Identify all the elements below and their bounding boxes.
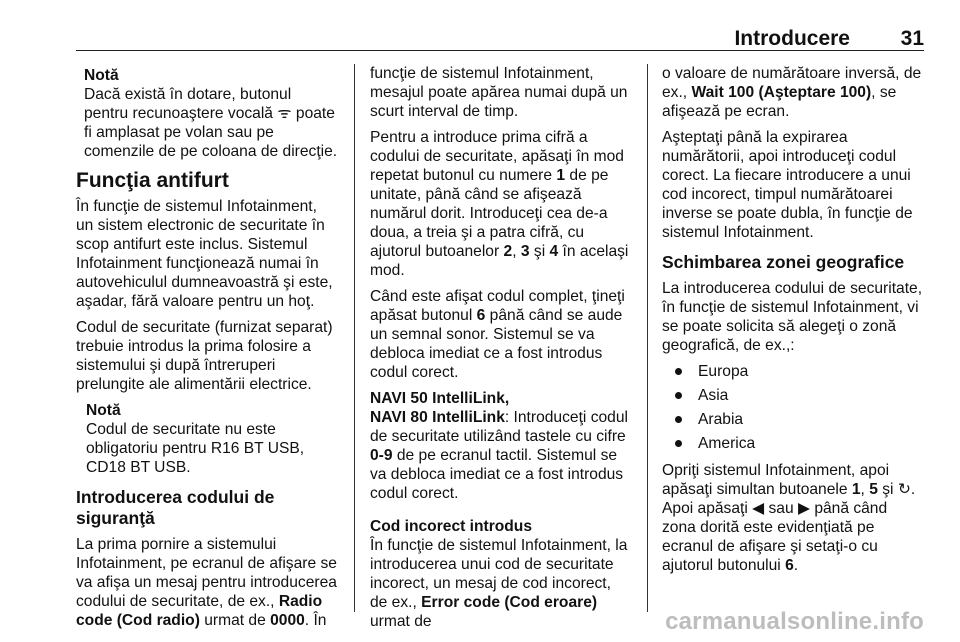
- note-security-code: [86, 401, 338, 477]
- paragraph-navi-code-entry: NAVI 50 IntelliLink, NAVI 80 IntelliLink: Introduceţi codul de securitate utilizând tastele cu cifre 0-9 de pe ecranul tactil. Sistemul se va debloca imediat ce a fost introdus codul corect.: [370, 390, 628, 502]
- paragraph-incorrect-code: În funcţie de sistemul Infotainment, la introducerea unui cod de securitate incorect, un mesaj de cod incorect, de ex., Error code (Cod eroare) urmat de: [370, 537, 628, 630]
- paragraph-confirm-code: Când este afişat codul complet, ţineţi apăsat butonul 6 până când se aude un semnal sonor. Sistemul se va debloca imediat ce a fost introdus codul corect.: [370, 288, 625, 381]
- column-3: [662, 64, 924, 582]
- note-title: Notă: [86, 402, 121, 419]
- note-voice-recognition: [84, 66, 338, 161]
- arrow-right-icon: ▶: [797, 500, 810, 517]
- paragraph-antitheft: În funcţie de sistemul Infotainment, un sistem electronic de securitate în scop antifurt este inclus. Sistemul Infotainment funcţionează numai în autovehiculul dumneavoastră şi este, aşadar, fără valoare pentru un hoţ.: [76, 198, 333, 310]
- page-number: 31: [900, 27, 924, 50]
- column-1: [76, 64, 338, 637]
- voice-recognition-icon: ᯤ: [277, 105, 292, 122]
- paragraph-security-code: Codul de securitate (furnizat separat) trebuie introdus la prima folosire a sistemului şi după întreruperi prelungite ale alimentării electrice.: [76, 319, 333, 393]
- paragraph-reset-region: Opriţi sistemul Infotainment, apoi apăsaţi simultan butoanele 1, 5 şi ↻. Apoi apăsaţi ◀ sau ▶ până când zona dorită este evidenţiată pe ecranul de afişare şi setaţi-o cu ajutorul butonului 6.: [662, 462, 916, 574]
- column-2: [370, 64, 632, 638]
- region-list: [662, 362, 924, 453]
- heading-incorrect-code: Cod incorect introdus: [370, 518, 533, 535]
- list-item: Asia: [662, 386, 924, 405]
- list-item: Arabia: [662, 410, 924, 429]
- note-title: Notă: [84, 67, 119, 84]
- note-text: Codul de securitate nu este obligatoriu pentru R16 BT USB, CD18 BT USB.: [86, 421, 305, 476]
- list-item: America: [662, 434, 924, 453]
- heading-antitheft: Funcţia antifurt: [76, 169, 229, 192]
- heading-change-region: Schimbarea zonei geografice: [662, 252, 905, 272]
- paragraph-countdown: o valoare de numărătoare inversă, de ex., Wait 100 (Aşteptare 100), se afişează pe ecran.: [662, 65, 922, 120]
- paragraph-region-intro: La introducerea codului de securitate, în funcţie de sistemul Infotainment, vi se poate solicita să alegeţi o zonă geografică, de ex.,:: [662, 280, 923, 354]
- paragraph-message-delay: funcţie de sistemul Infotainment, mesajul poate apărea numai după un scurt interval de timp.: [370, 65, 628, 120]
- paragraph-first-startup: La prima pornire a sistemului Infotainment, pe ecranul de afişare se va afişa un mesaj pentru introducerea codului de securitate, de ex., Radio code (Cod radio) urmat de 0000. În: [76, 536, 337, 629]
- heading-code-entry: Introducerea codului de siguranţă: [76, 487, 275, 528]
- power-icon: ↻: [897, 481, 911, 498]
- column-divider-right: [647, 64, 648, 612]
- paragraph-digit-entry: Pentru a introduce prima cifră a codului de securitate, apăsaţi în mod repetat butonul cu numere 1 de pe unitate, până când se afişează numărul dorit. Introduceţi cea de-a doua, a treia şi a patra cifră, cu ajutorul butoanelor 2, 3 şi 4 în acelaşi mod.: [370, 129, 629, 279]
- list-item: Europa: [662, 362, 924, 381]
- page-header-title: Introducere: [734, 27, 850, 50]
- arrow-left-icon: ◀: [752, 500, 765, 517]
- note-text: Dacă există în dotare, butonul pentru recunoaştere vocală ᯤ poate fi amplasat pe volan sau pe comenzile de pe coloana de direcţie.: [84, 86, 338, 160]
- header-divider: [76, 50, 924, 51]
- column-divider-left: [354, 64, 355, 612]
- watermark: carmanualsonline.info: [665, 608, 924, 635]
- paragraph-wait-countdown: Aşteptaţi până la expirarea numărătorii, apoi introduceţi codul corect. La fiecare introducere a unui cod incorect, timpul numărătoarei inverse se poate dubla, în funcţie de sistemul Infotainment.: [662, 129, 913, 241]
